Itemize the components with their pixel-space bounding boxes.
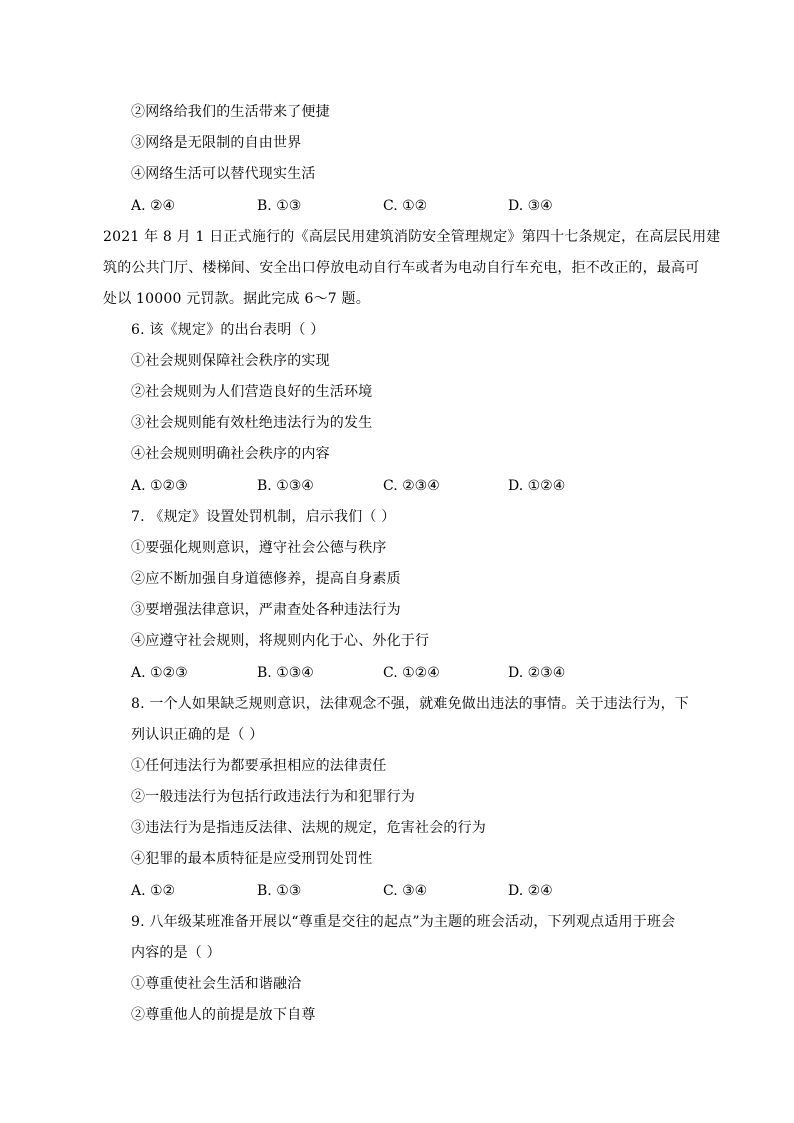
q6-statement-1: ①社会规则保障社会秩序的实现 [131,353,330,369]
q7-option-d: D. ②③④ [508,665,566,681]
q7-option-b: B. ①③④ [257,665,314,681]
q7-statement-2: ②应不断加强自身道德修养，提高自身素质 [131,571,401,587]
q8-option-c: C. ③④ [383,883,428,899]
q5-option-d: D. ③④ [508,198,553,214]
passage-line-1: 2021 年 8 月 1 日正式施行的《高层民用建筑消防安全管理规定》第四十七条规定，在高层民用建 [103,229,721,245]
q8-option-a: A. ①② [131,883,176,899]
q5-statement-3: ③网络是无限制的自由世界 [131,135,302,151]
q5-statement-2: ②网络给我们的生活带来了便捷 [131,104,330,120]
q7-option-a: A. ①②③ [131,665,188,681]
q8-statement-2: ②一般违法行为包括行政违法行为和犯罪行为 [131,789,415,805]
passage-line-3: 处以 10000 元罚款。据此完成 6～7 题。 [103,291,370,307]
q9-statement-1: ①尊重使社会生活和谐融洽 [131,976,302,992]
q7-statement-1: ①要强化规则意识，遵守社会公德与秩序 [131,540,387,556]
q6-stem: 6. 该《规定》的出台表明（ ） [131,322,325,338]
q6-statement-3: ③社会规则能有效杜绝违法行为的发生 [131,415,373,431]
q6-option-d: D. ①②④ [508,478,566,494]
q9-statement-2: ②尊重他人的前提是放下自尊 [131,1007,316,1023]
q8-statement-3: ③违法行为是指违反法律、法规的规定，危害社会的行为 [131,820,486,836]
q6-option-c: C. ②③④ [383,478,440,494]
q7-stem: 7. 《规定》设置处罚机制，启示我们（ ） [131,509,396,525]
q7-option-c: C. ①②④ [383,665,440,681]
q5-statement-4: ④网络生活可以替代现实生活 [131,166,316,182]
q6-option-b: B. ①③④ [257,478,314,494]
q6-statement-2: ②社会规则为人们营造良好的生活环境 [131,384,373,400]
passage-line-2: 筑的公共门厅、楼梯间、安全出口停放电动自行车或者为电动自行车充电，拒不改正的，最高可 [103,260,700,276]
q6-statement-4: ④社会规则明确社会秩序的内容 [131,446,330,462]
q8-stem-line-1: 8. 一个人如果缺乏规则意识，法律观念不强，就难免做出违法的事情。关于违法行为，下 [131,696,690,712]
q8-statement-1: ①任何违法行为都要承担相应的法律责任 [131,758,387,774]
q8-option-b: B. ①③ [257,883,302,899]
q7-statement-4: ④应遵守社会规则，将规则内化于心、外化于行 [131,633,430,649]
q8-option-d: D. ②④ [508,883,553,899]
q5-option-a: A. ②④ [131,198,176,214]
q5-option-c: C. ①② [383,198,428,214]
q6-option-a: A. ①②③ [131,478,188,494]
q9-stem-line-1: 9. 八年级某班准备开展以“尊重是交往的起点”为主题的班会活动，下列观点适用于班会 [131,914,676,930]
q5-option-b: B. ①③ [257,198,302,214]
q8-statement-4: ④犯罪的最本质特征是应受刑罚处罚性 [131,851,373,867]
q9-stem-line-2: 内容的是（ ） [131,945,221,961]
q8-stem-line-2: 列认识正确的是（ ） [131,727,264,743]
q7-statement-3: ③要增强法律意识，严肃查处各种违法行为 [131,602,401,618]
